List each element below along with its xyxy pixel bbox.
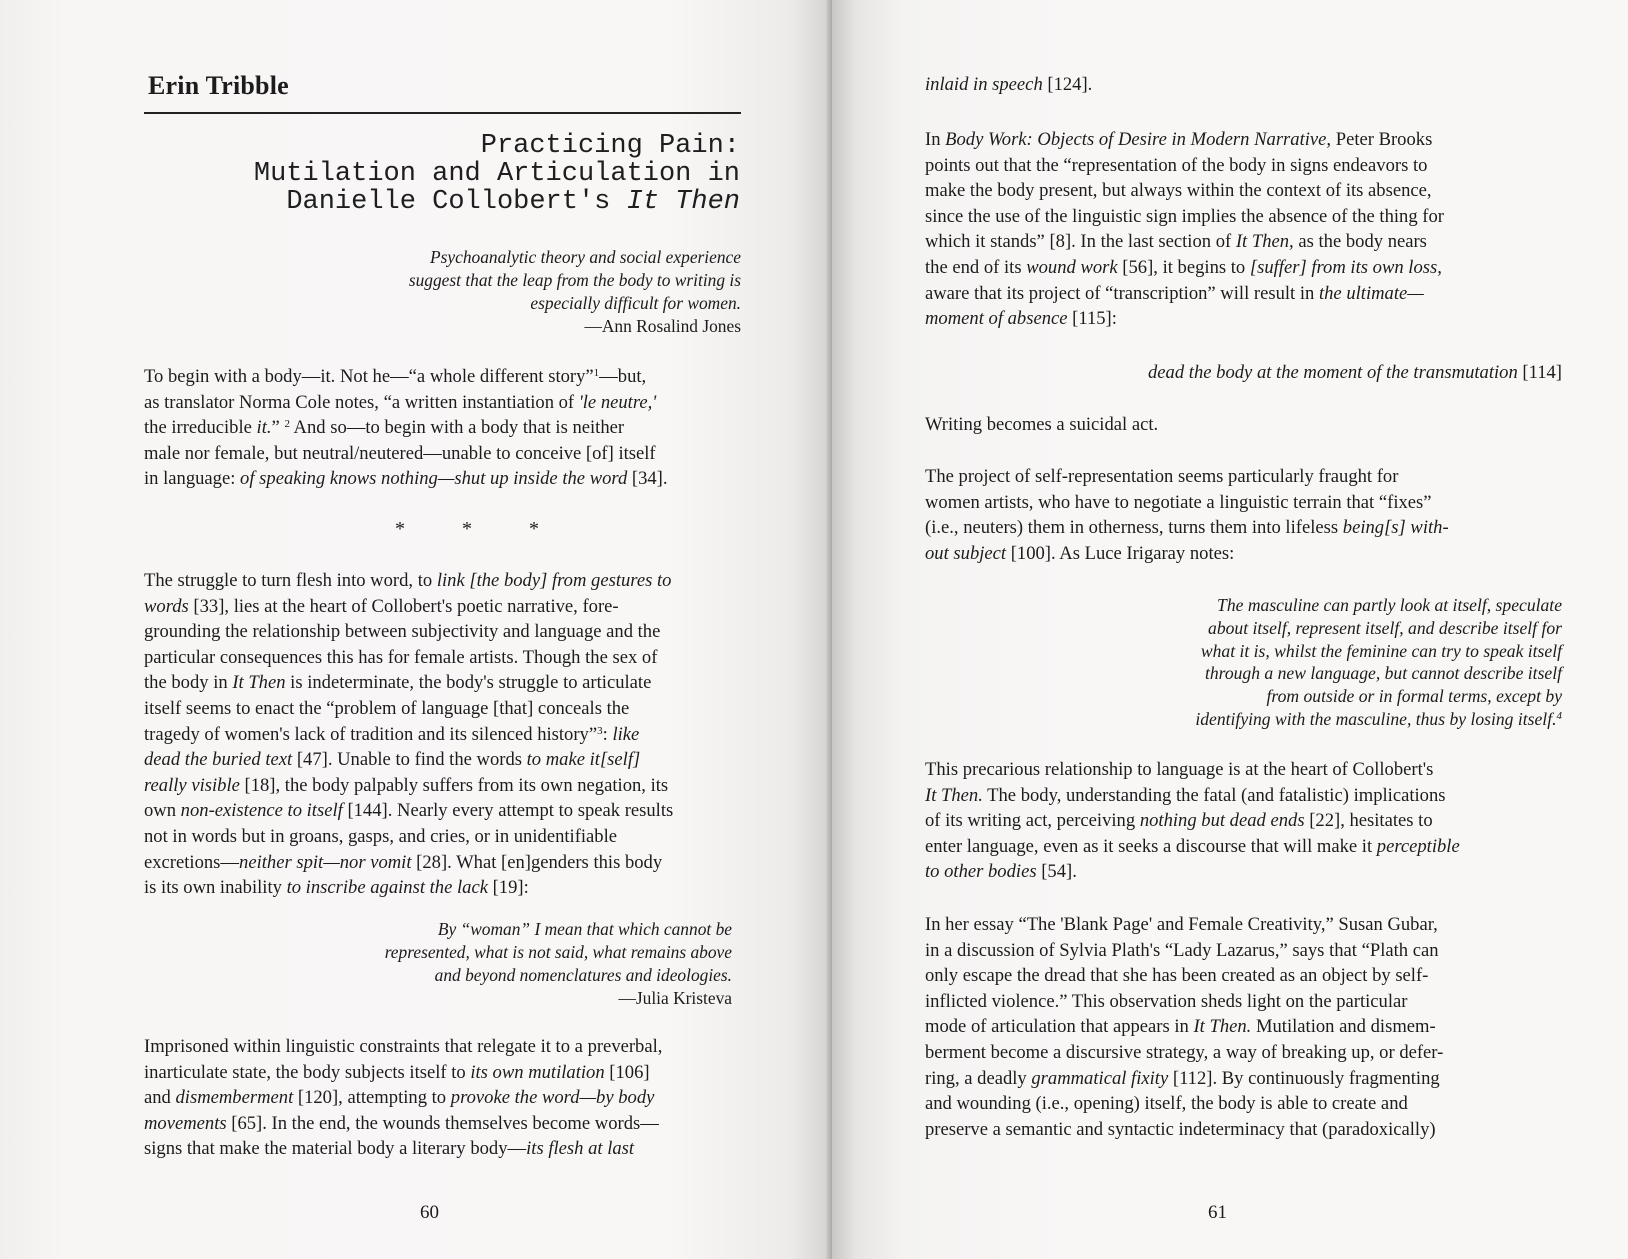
epigraph-kristeva: By “woman” I mean that which cannot be represented, what is not said, what remains above and beyond nomenclatures and ideologies. —Julia Kristeva [330,918,732,1010]
quote-irigaray: The masculine can partly look at itself, speculate about itself, represent itself, and describe itself for what it is, whilst the feminine can try to speak itself through a new language, but cannot describe itself from outside or in formal terms, except by identifying with the masculine, thus by losing itself.$^4$ [1195,595,1562,729]
paragraph-suicidal: Writing becomes a suicidal act. [925,414,1159,435]
page-number: 60 [420,1202,439,1223]
paragraph-precarious: This precarious relationship to language is at the heart of Collobert's It Then. The body, understanding the fatal (and fatalistic) implications of its writing act, perceiving nothing but dead ends [22], hesitates to enter language, even as it seeks a discourse that will make it perceptible to other bodies [54]. [925,759,1460,883]
title-line-3: Danielle Collobert's It Then [286,187,740,217]
title-line-2: Mutilation and Articulation in [253,159,740,189]
article-title [180,132,740,216]
paragraph-continuation: inlaid in speech [124]. [925,74,1093,95]
running-head: Erin Tribble [148,71,289,100]
header-rule [144,112,741,114]
paragraph-struggle: The struggle to turn flesh into word, to link [the body] from gestures to words [33], lies at the heart of Collobert's poetic narrative, fore- grounding the relationship between subjectivity and language and the particular consequences this has for female artists. Though the sex of the body in It Then is indeterminate, the body's struggle to articulate itself seems to enact the “problem of language [that] conceals the tragedy of women's lack of tradition and its silenced history”$^3$: like dead the buried text [47]. Unable to find the words to make it[self] really visible [18], the body palpably suffers from its own negation, its own non-existence to itself [144]. Nearly every attempt to speak results not in words but in groans, gasps, and cries, or in unidentifiable excretions—neither spit—nor vomit [28]. What [en]genders this body is its own inability to inscribe against the lack [19]: [144,570,674,899]
paragraph-imprisoned: Imprisoned within linguistic constraints that relegate it to a preverbal, inarticulate state, the body subjects itself to its own mutilation [106] and dismemberment [120], attempting to provoke the word—by body movements [65]. In the end, the wounds themselves become words— signs that make the material body a literary body—its flesh at last [144,1036,663,1160]
paragraph-brooks: In Body Work: Objects of Desire in Modern Narrative, Peter Brooks points out that the “representation of the body in signs endeavors to make the body present, but always within the context of its absence, since the use of the linguistic sign implies the absence of the thing for which it stands” [8]. In the last section of It Then, as the body nears the end of its wound work [56], it begins to [suffer] from its own loss, aware that its project of “transcription” will result in the ultimate— moment of absence [115]: [925,129,1444,330]
epigraph-attribution: —Julia Kristeva [618,988,732,1008]
epigraph-attribution: —Ann Rosalind Jones [584,316,741,336]
title-line-1: Practicing Pain: [480,131,740,161]
section-break: * * * [395,518,565,540]
epigraph-jones: Psychoanalytic theory and social experience suggest that the leap from the body to writing is especially difficult for women. —Ann Rosalind Jones [300,246,741,338]
page-number: 61 [1208,1202,1227,1223]
paragraph-self-representation: The project of self-representation seems particularly fraught for women artists, who have to negotiate a linguistic terrain that “fixes” (i.e., neuters) them in otherness, turns them into lifeless being[s] with- out subject [100]. As Luce Irigaray notes: [925,466,1449,564]
quote-transmutation: dead the body at the moment of the transmutation [114] [1148,362,1562,383]
paragraph-opening: To begin with a body—it. Not he—“a whole different story”$^1$—but, as translator Norma Cole notes, “a written instantiation of 'le neutre,' the irreducible it.” $^2$ And so—to begin with a body that is neither male nor female, but neutral/neutered—unable to conceive [of] itself in language: of speaking knows nothing—shut up inside the word [34]. [144,366,668,490]
right-page [832,0,1628,1259]
paragraph-gubar: In her essay “The 'Blank Page' and Female Creativity,” Susan Gubar, in a discussion of Sylvia Plath's “Lady Lazarus,” says that “Plath can only escape the dread that she has been created as an object by self- inflicted violence.” This observation sheds light on the particular mode of articulation that appears in It Then. Mutilation and dismem- berment become a discursive strategy, a way of breaking up, or defer- ring, a deadly grammatical fixity [112]. By continuously fragmenting and wounding (i.e., opening) itself, the body is able to create and preserve a semantic and syntactic indeterminacy that (paradoxically) [925,914,1444,1140]
